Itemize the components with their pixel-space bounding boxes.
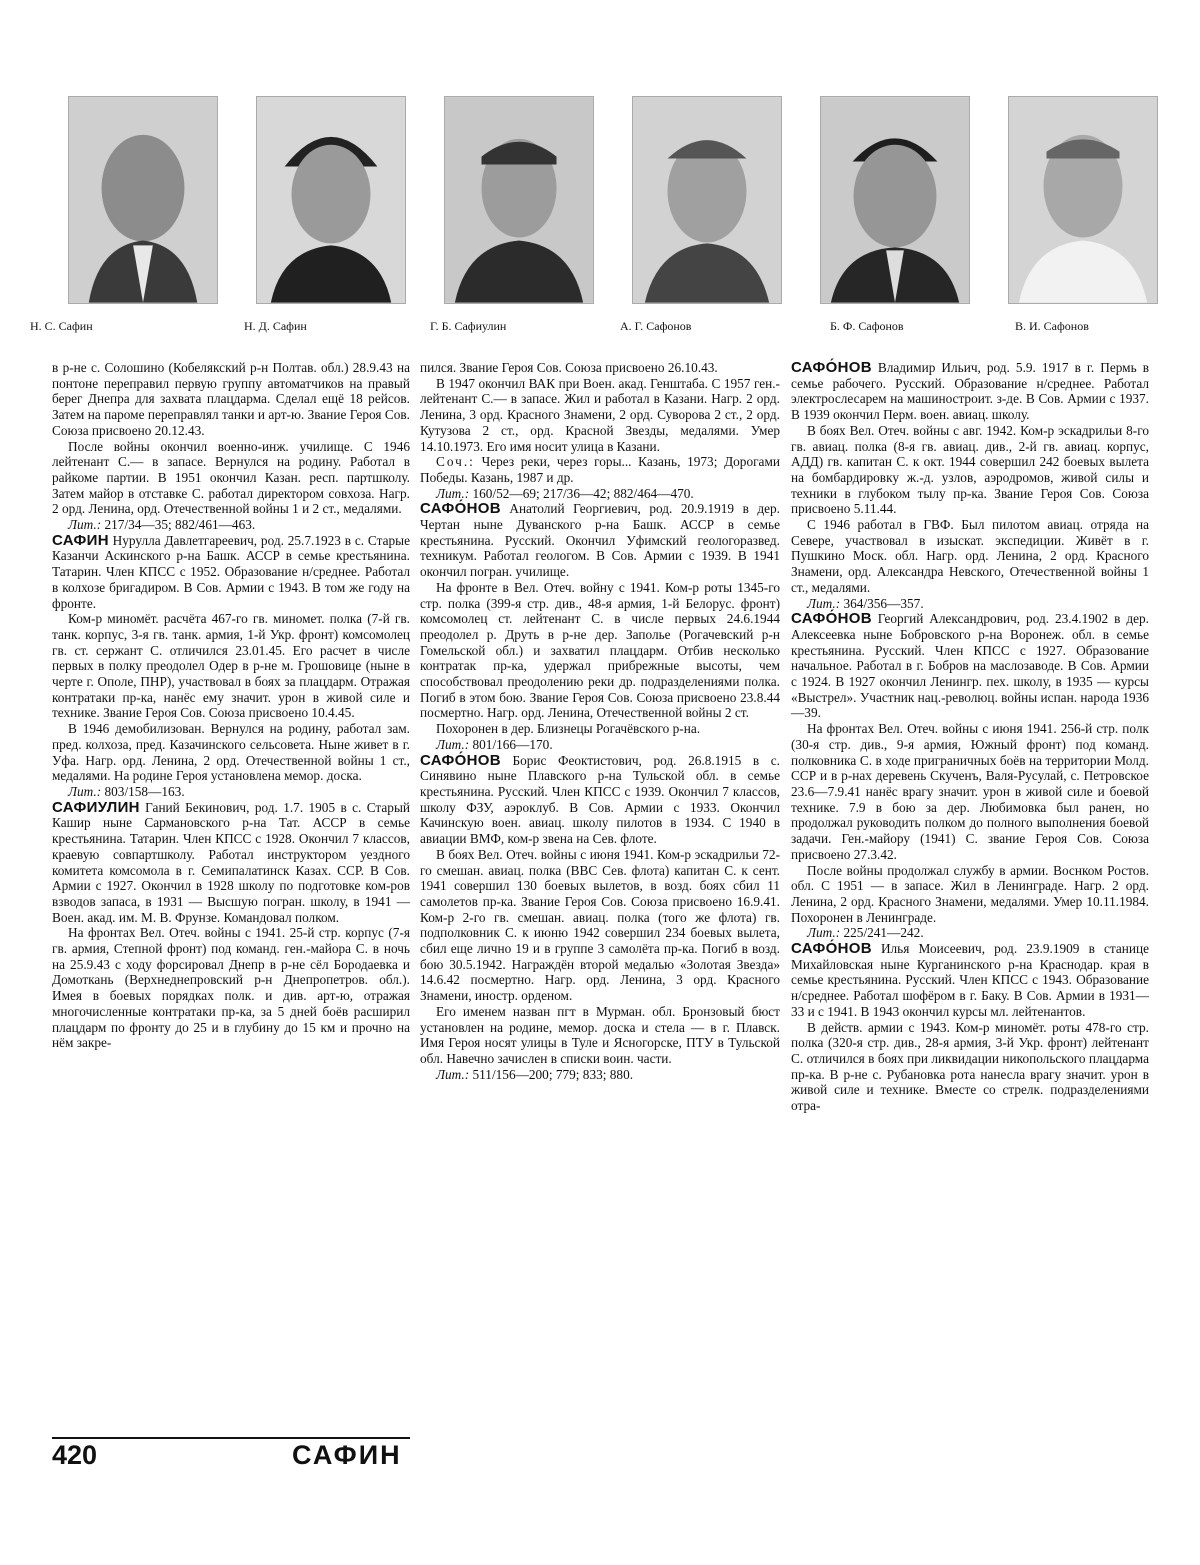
literature-text: 801/166—170.: [469, 736, 553, 752]
paragraph: С 1946 работал в ГВФ. Был пилотом авиац. отряда на Севере, участвовал в изыскат. экспедиции. Живёт в г. Пушкино Моск. обл. Нагр. орд. Ленина, 2 орд. Красного Знамени, орд. Александра Невского, Отечественной войны 1 ст., медалями.: [791, 517, 1149, 595]
portrait-caption: Г. Б. Сафиулин: [430, 319, 507, 333]
literature-label: Лит.:: [68, 517, 102, 533]
portrait-photo: [820, 96, 970, 304]
paragraph: В боях Вел. Отеч. войны с авг. 1942. Ком-р эскадрильи 8-го гв. авиац. полка (8-я гв. авиац. див., 2-й гв. авиац. корпус, АДД) гв. капитан С. к окт. 1944 совершил 242 боевых вылета на бомбардировку ж.-д. узлов, аэродромов, живой силы и техники в глубоком тылу пр-ка. Звание Героя Сов. Союза присвоено 5.11.44.: [791, 422, 1149, 517]
paragraph: Похоронен в дер. Близнецы Рогачёвского р-на.: [436, 721, 701, 737]
literature-text: 364/356—357.: [840, 595, 924, 611]
paragraph: На фронтах Вел. Отеч. войны с июня 1941. 256-й стр. полк (30-я стр. див., 9-я армия, Южный фронт) под команд. полковника С. в ходе приграничных боёв на территории Молд. ССР и в р-нах деревень Скученъ, Валя-Русулай, с. Петровское 23.6—7.9.41 нанёс врагу значит. урон в живой силе и боевой технике. 7.9 в бою за дер. Любимовка был ранен, но продолжал руководить полком до полного выполнения боевой задачи. Ген.-майору (1941) С. звание Героя Сов. Союза присвоено 27.3.42.: [791, 721, 1149, 862]
works-label: Соч.:: [436, 454, 475, 470]
entry: [791, 611, 1149, 721]
portrait-caption: Н. Д. Сафин: [244, 319, 307, 333]
portrait-caption: Н. С. Сафин: [30, 319, 93, 333]
text-column-2: [420, 360, 780, 1082]
entry-text: Георгий Александрович, род. 23.4.1902 в дер. Алексеевка ныне Бобровского р-на Воронеж. обл. в семье крестьянина. Русский. Член КПСС с 1927. Образование начальное. Работал в г. Бобров на маслозаводе. В Сов. Армии с 1924. В 1927 окончил Ленингр. пех. школу, в 1935 — курсы «Выстрел». Участник нац.-революц. войны испан. народа 1936—39.: [791, 611, 1149, 721]
entry: [791, 941, 1149, 1020]
text-column-3: [791, 360, 1149, 1114]
literature-text: 217/34—35; 882/461—463.: [101, 517, 256, 533]
entry-text: Борис Феоктистович, род. 26.8.1915 в с. Синявино ныне Плавского р-на Тульской обл. в семье крестьянина. Русский. Член КПСС с 1939. Окончил 7 классов, школу ФЗУ, аэроклуб. В Сов. Армии с 1933. Окончил Качинскую воен. авиац. школу пилотов в 1934. С 1940 в авиации ВМФ, ком-р звена на Сев. флоте.: [420, 752, 780, 847]
literature-label: Лит.:: [436, 1066, 470, 1082]
paragraph: На фронтах Вел. Отеч. войны с 1941. 25-й стр. корпус (7-я гв. армия, Степной фронт) под команд. ген.-майора С. в ночь на 25.9.43 с ходу форсировал Днепр в р-не сёл Бородаевка и Домоткань (Верхнеднепровский р-н Днепропетров. обл.). Имея в боевых порядках полк. и див. арт-ю, отражая многочисленные контратаки пр-ка, за 5 дней боёв расширил плацдарм по фронту до 25 и в глубину до 15 км и прочно на нём закре-: [52, 925, 410, 1051]
entry-headword: САФО́НОВ: [420, 500, 501, 518]
entry-headword: САФО́НОВ: [420, 751, 501, 769]
literature-text: 160/52—69; 217/36—42; 882/464—470.: [469, 485, 694, 501]
entry-headword: САФИН: [52, 531, 109, 549]
entry: [52, 533, 410, 612]
entry: [420, 501, 780, 580]
entry-headword: САФО́НОВ: [791, 940, 872, 958]
portrait-caption: В. И. Сафонов: [1015, 319, 1089, 333]
paragraph: в р-не с. Солошино (Кобелякский р-н Полтав. обл.) 28.9.43 на понтоне переправил первую группу автоматчиков на правый берег Днепра для захвата плацдарма. Сделал ещё 18 рейсов. Затем на пароме переправлял танки и арт-ю. Звание Героя Сов. Союза присвоено 20.12.43.: [52, 360, 410, 438]
literature-ref: [52, 517, 410, 533]
running-head: САФИН: [292, 1440, 402, 1470]
portrait-photo: [632, 96, 782, 304]
paragraph: На фронте в Вел. Отеч. войну с 1941. Ком-р роты 1345-го стр. полка (399-я стр. див., 48-я армия, 1-й Белорус. фронт) комсомолец ст. лейтенант С. в числе первых 24.6.1944 преодолел р. Друть в р-не дер. Заполье (Рогачевский р-н Гомельской обл.) и захватил плацдарм. Отбив несколько контратак пр-ка, удержал прибрежные высоты, чем способствовал преодолению реки др. подразделениями полка. Погиб в этом бою. Звание Героя Сов. Союза присвоено 23.8.44 посмертно. Нагр. орд. Ленина, Отечественной войны 2 ст.: [420, 579, 780, 721]
paragraph: Ком-р миномёт. расчёта 467-го гв. миномет. полка (7-й гв. танк. корпус, 3-я гв. танк. армия, 1-й Укр. фронт) комсомолец гв. ст. сержант С. отличился 23.01.45. Его расчет в числе первых в полку преодолел Одер в р-не м. Грошовице (ныне в черте г. Ополе, ПНР), участвовал в боях за плацдарм. Отражая контратаки пр-ка, нанёс ему значит. урон в живой силе и технике. Звание Героя Сов. Союза присвоено 10.4.45.: [52, 611, 410, 721]
text-column-1: [52, 360, 410, 1051]
literature-label: Лит.:: [436, 485, 470, 501]
entry-headword: САФО́НОВ: [791, 359, 872, 376]
literature-label: Лит.:: [807, 595, 841, 611]
portrait-photo: [68, 96, 218, 304]
paragraph: пился. Звание Героя Сов. Союза присвоено 26.10.43.: [420, 360, 718, 375]
paragraph: Его именем назван пгт в Мурман. обл. Бронзовый бюст установлен на родине, мемор. доска и стела — в г. Плавск. Имя Героя носят улицы в Туле и Ясногорске, ПТУ в Тульской обл. Навечно зачислен в списки воин. части.: [420, 1003, 780, 1066]
literature-ref: [791, 925, 1149, 941]
portrait-caption: Б. Ф. Сафонов: [830, 319, 904, 333]
paragraph: В действ. армии с 1943. Ком-р миномёт. роты 478-го стр. полка (320-я стр. див., 28-я армия, 3-й Укр. фронт) лейтенант С. отличился в боях при ликвидации никопольского плацдарма пр-ка. В р-не с. Рубановка рота нанесла врагу значит. урон в живой силе и технике. Вместе со стрелк. подразделениями отра-: [791, 1019, 1149, 1114]
literature-text: 511/156—200; 779; 833; 880.: [469, 1066, 634, 1082]
literature-ref: [420, 486, 780, 502]
literature-text: 225/241—242.: [840, 925, 924, 941]
portrait-photo: [444, 96, 594, 304]
entry-headword: САФО́НОВ: [791, 610, 872, 628]
portrait-caption: А. Г. Сафонов: [620, 319, 692, 333]
works-ref: [420, 454, 780, 485]
entry-text: Илья Моисеевич, род. 23.9.1909 в станице Михайловская ныне Курганинского р-на Краснодар. края в семье крестьянина. Русский. Член КПСС с 1943. Образование н/среднее. Работал шофёром в г. Баку. В Сов. Армии в 1931—33 и с 1941. В 1943 окончил курсы мл. лейтенантов.: [791, 941, 1149, 1019]
literature-ref: [420, 1067, 780, 1083]
entry-headword: САФИУЛИН: [52, 798, 140, 816]
literature-text: 803/158—163.: [101, 783, 185, 799]
entry: [420, 753, 780, 847]
literature-label: Лит.:: [436, 736, 470, 752]
entry-text: Ганий Бекинович, род. 1.7. 1905 в с. Старый Кашир ныне Сармановского р-на Тат. АССР в семье крестьянина. Татарин. Член КПСС с 1928. Окончил 7 классов, краевую совпартшколу. Работал инструктором уездного комитета комсомола в г. Семипалатинск Казах. ССР. В Сов. Армии с 1927. Окончил в 1928 школу по подготовке ком-ров взводов запаса, в 1931 — Высшую погран. школу, в 1941 — Воен. акад. им. М. В. Фрунзе. Командовал полком.: [52, 799, 410, 925]
entry-text: Анатолий Георгиевич, род. 20.9.1919 в дер. Чертан ныне Дуванского р-на Башк. АССР в семье крестьянина. Русский. Окончил Уфимский геологоразвед. техникум. Работал геологом. В Сов. Армии с 1939. В 1941 окончил погран. училище.: [420, 501, 780, 580]
entry-text: Владимир Ильич, род. 5.9. 1917 в г. Пермь в семье рабочего. Русский. Образование н/среднее. Работал электрослесарем на машиностроит. з-де. В Сов. Армии с 1937. В 1939 окончил Перм. воен. авиац. школу.: [791, 360, 1149, 423]
literature-label: Лит.:: [68, 783, 102, 799]
literature-label: Лит.:: [807, 925, 841, 941]
paragraph: В 1947 окончил ВАК при Воен. акад. Генштаба. С 1957 ген.-лейтенант С.— в запасе. Жил и работал в Казани. Нагр. 2 орд. Ленина, 3 орд. Красного Знамени, 2 орд. Суворова 2 ст., 2 орд. Кутузова 2 ст., орд. Красной Звезды, медалями. Умер 14.10.1973. Его имя носит улица в Казани.: [420, 375, 780, 454]
paragraph: После войны окончил военно-инж. училище. С 1946 лейтенант С.— в запасе. Вернулся на родину. Работал в райкоме партии. В 1951 окончил Казан. респ. партшколу. Затем майор в отставке С. работал директором совхоза. Нагр. 2 орд. Ленина, орд. Отечественной войны 1 и 2 ст., медалями.: [52, 438, 410, 517]
paragraph: После войны продолжал службу в армии. Воснком Ростов. обл. С 1951 — в запасе. Жил в Ленинграде. Нагр. 2 орд. Ленина, 2 орд. Красного Знамени, медалями. Умер 10.11.1984. Похоронен в Ленинграде.: [791, 862, 1149, 925]
literature-ref: [791, 596, 1149, 612]
paragraph: В 1946 демобилизован. Вернулся на родину, работал зам. пред. колхоза, пред. Казачинского сельсовета. Ныне живет в г. Уфа. Нагр. орд. Ленина, 2 орд. Отечественной войны 1 ст., медалями. На родине Героя установлена мемор. доска.: [52, 721, 410, 784]
entry: [791, 360, 1149, 423]
paragraph: В боях Вел. Отеч. войны с июня 1941. Ком-р эскадрильи 72-го смешан. авиац. полка (ВВС Сев. флота) капитан С. к сент. 1941 совершил 130 боевых вылетов, в возд. боях сбил 11 самолетов пр-ка. Звание Героя Сов. Союза присвоено 16.9.41. Ком-р 2-го гв. смешан. авиац. полка (того же флота) гв. подполковник С. к июню 1942 совершил 234 боевых вылета, сбил еще лично 19 и в группе 3 самолёта пр-ка. Погиб в возд. бою 30.5.1942. Награждён второй медалью «Золотая Звезда» 14.6.42 посмертно. Нагр. орд. Ленина, 3 орд. Красного Знамени, иностр. орденом.: [420, 846, 780, 1004]
footer-rule: [52, 1437, 410, 1439]
page-number: 420: [52, 1440, 98, 1470]
literature-ref: [52, 784, 410, 800]
works-text: Через реки, через горы... Казань, 1973; Дорогами Победы. Казань, 1987 и др.: [420, 454, 780, 485]
entry-text: Нурулла Давлетгареевич, род. 25.7.1923 в с. Старые Казанчи Аскинского р-на Башк. АССР в семье крестьянина. Татарин. Член КПСС с 1952. Образование н/среднее. Работал в колхозе бригадиром. В Сов. Армии с 1943. В том же году на фронте.: [52, 532, 410, 611]
entry: [52, 800, 410, 926]
portrait-photo: [256, 96, 406, 304]
literature-ref: [420, 737, 780, 753]
portrait-photo: [1008, 96, 1158, 304]
portrait-row: [30, 96, 1150, 346]
